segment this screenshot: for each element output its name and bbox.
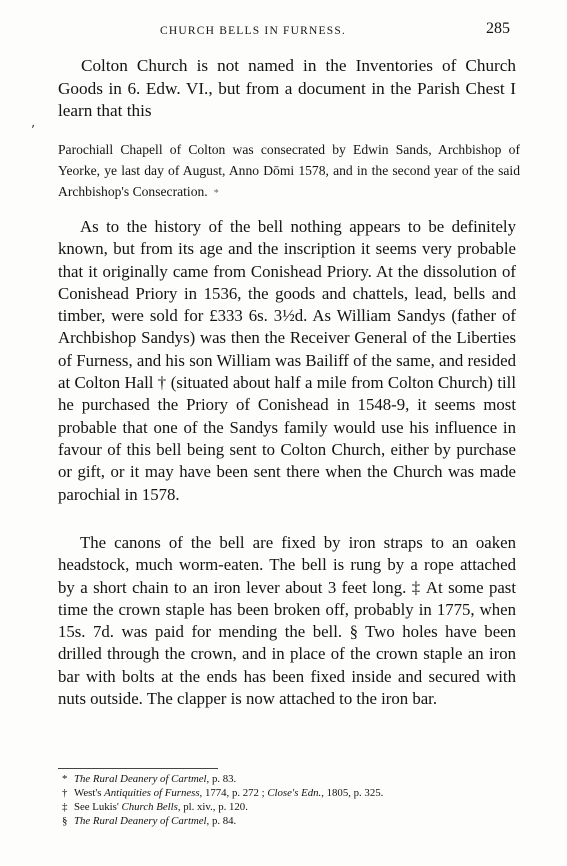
footnote bbox=[62, 772, 522, 786]
footnote-text: , pl. xiv., p. 120. bbox=[177, 801, 248, 813]
footnote-mark: ‡ bbox=[62, 801, 68, 813]
footnote-title: The Rural Deanery of Cartmel bbox=[74, 773, 207, 785]
footnote-mark: § bbox=[62, 815, 68, 827]
footnote-text: , 1805, p. 325. bbox=[321, 787, 384, 799]
margin-mark: ’ bbox=[31, 123, 35, 137]
footnotes bbox=[62, 772, 522, 828]
footnote bbox=[62, 814, 522, 828]
footnote-divider bbox=[58, 768, 218, 769]
paragraph-intro: Colton Church is not named in the Inventories of Church Goods in 6. Edw. VI., but from a document in the Parish Chest I learn that this bbox=[58, 56, 516, 120]
footnote-title: Church Bells bbox=[121, 801, 178, 813]
running-title: CHURCH BELLS IN FURNESS. bbox=[160, 25, 346, 37]
quoted-document bbox=[58, 139, 520, 204]
footnote bbox=[62, 800, 522, 814]
running-header bbox=[0, 20, 567, 44]
footnote-text: See Lukis' bbox=[74, 801, 122, 813]
quote-text: Parochiall Chapell of Colton was consecrated by Edwin Sands, Archbishop of Yeorke, ye last day of August, Anno Dōmi 1578, and in the second year of the said Archbishop's Consecration. bbox=[58, 142, 520, 199]
footnote-text: West's bbox=[74, 787, 105, 799]
footnote-text: , p. 84. bbox=[206, 815, 237, 827]
footnote-mark: † bbox=[62, 787, 68, 799]
paragraph-history: As to the history of the bell nothing appears to be definitely known, but from its age and the inscription it seems very probable that it originally came from Conishead Priory. At the dissolution of Conishead Priory in 1536, the goods and chattels, lead, bells and timber, were sold for £333 6s. 3½d. As William Sandys (father of Archbishop Sandys) was then the Receiver General of the Liberties of Furness, and his son William was Bailiff of the same, and resided at Colton Hall † (situated about half a mile from Colton Church) till he purchased the Priory of Conishead in 1548-9, it seems most probable that one of the Sandys family would use his influence in favour of this bell being sent to Colton Church, either by purchase or gift, or it may have been sent there when the Church was made parochial in 1578. bbox=[58, 217, 516, 504]
page-number: 285 bbox=[486, 20, 510, 37]
footnote bbox=[62, 786, 522, 800]
footnote-text: , 1774, p. 272 ; bbox=[199, 787, 268, 799]
footnote-title: Close's Edn. bbox=[267, 787, 322, 799]
paragraph-canons: The canons of the bell are fixed by iron straps to an oaken headstock, much worm-eaten. The bell is rung by a rope attached by a short chain to an iron lever about 3 feet long. ‡ At some past time the crown staple has been broken off, probably in 1775, when 15s. 7d. was paid for mending the bell. § Two holes have been drilled through the crown, and in place of the crown staple an iron bar with bolts at the ends has been fixed inside and secured with nuts outside. The clapper is now attached to the iron bar. bbox=[58, 533, 516, 709]
footnote-text: , p. 83. bbox=[206, 773, 237, 785]
quote-mark: * bbox=[213, 188, 219, 199]
footnote-title: The Rural Deanery of Cartmel bbox=[74, 815, 207, 827]
footnote-title: Antiquities of Furness bbox=[104, 787, 200, 799]
footnote-mark: * bbox=[62, 773, 68, 785]
